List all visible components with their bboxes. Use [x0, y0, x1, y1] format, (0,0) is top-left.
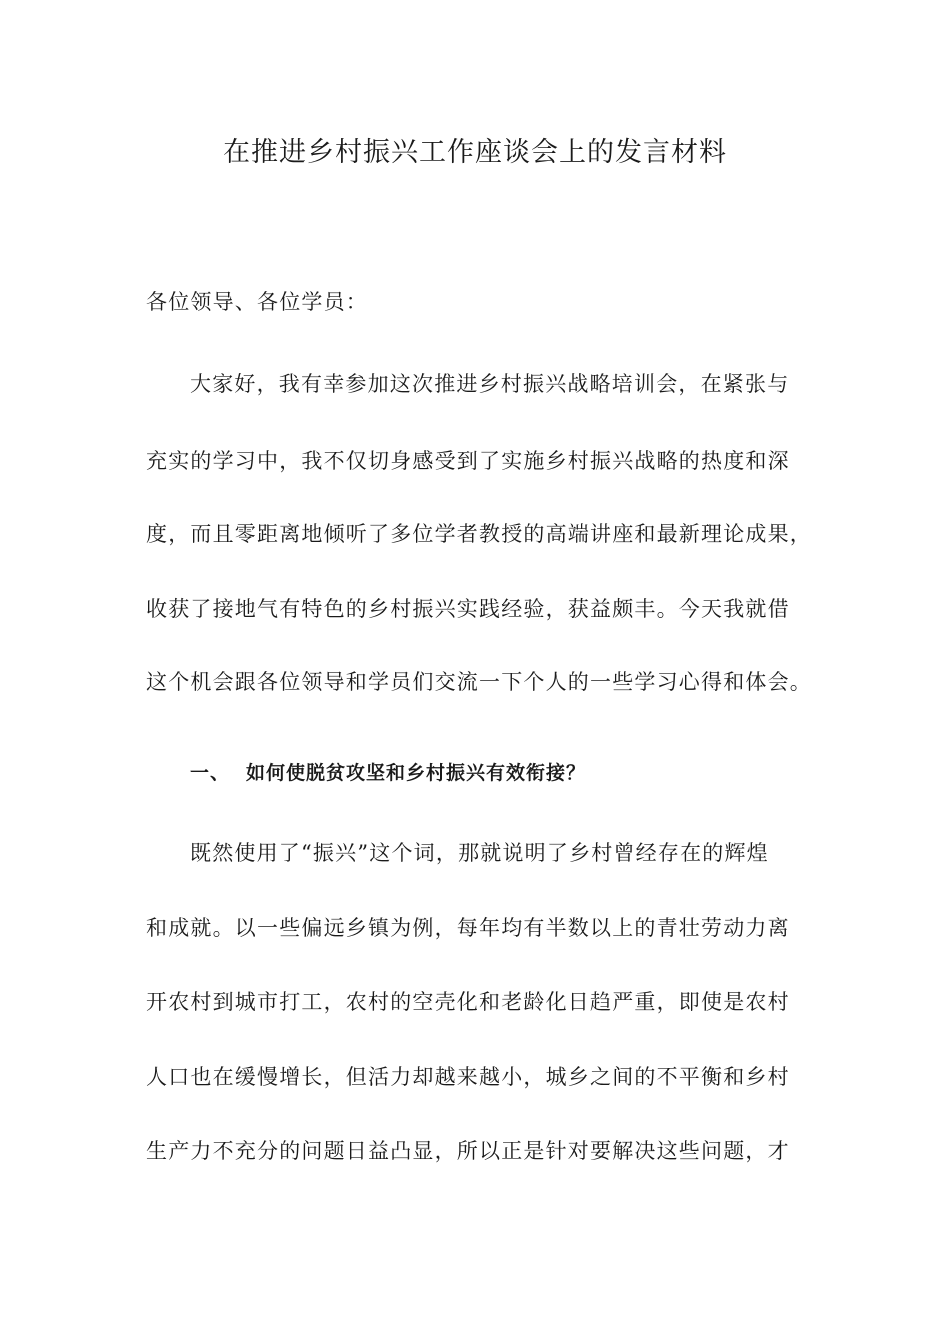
- salutation: 各位领导、各位学员：: [146, 290, 368, 314]
- paragraph-2-line-5: 生产力不充分的问题日益凸显，所以正是针对要解决这些问题，才: [146, 1139, 790, 1163]
- paragraph-1-line-5: 这个机会跟各位领导和学员们交流一下个人的一些学习心得和体会。: [146, 670, 812, 694]
- section-heading-1: [190, 757, 586, 789]
- paragraph-1-line-2: 充实的学习中，我不仅切身感受到了实施乡村振兴战略的热度和深: [146, 449, 790, 473]
- paragraph-2-line-1: 既然使用了“振兴”这个词，那就说明了乡村曾经存在的辉煌: [190, 841, 769, 865]
- section-heading-text: 如何使脱贫攻坚和乡村振兴有效衔接？: [246, 762, 587, 784]
- paragraph-2-line-4: 人口也在缓慢增长，但活力却越来越小，城乡之间的不平衡和乡村: [146, 1065, 790, 1089]
- paragraph-2-line-2: 和成就。以一些偏远乡镇为例，每年均有半数以上的青壮劳动力离: [146, 916, 790, 940]
- section-number: 一、: [190, 762, 231, 784]
- document-title: 在推进乡村振兴工作座谈会上的发言材料: [223, 137, 727, 168]
- paragraph-1-line-4: 收获了接地气有特色的乡村振兴实践经验，获益颇丰。今天我就借: [146, 597, 790, 621]
- paragraph-2-line-3: 开农村到城市打工，农村的空壳化和老龄化日趋严重，即使是农村: [146, 990, 790, 1014]
- paragraph-1-line-1: 大家好，我有幸参加这次推进乡村振兴战略培训会，在紧张与: [190, 372, 790, 396]
- paragraph-1-line-3: 度，而且零距离地倾听了多位学者教授的高端讲座和最新理论成果，: [146, 522, 812, 546]
